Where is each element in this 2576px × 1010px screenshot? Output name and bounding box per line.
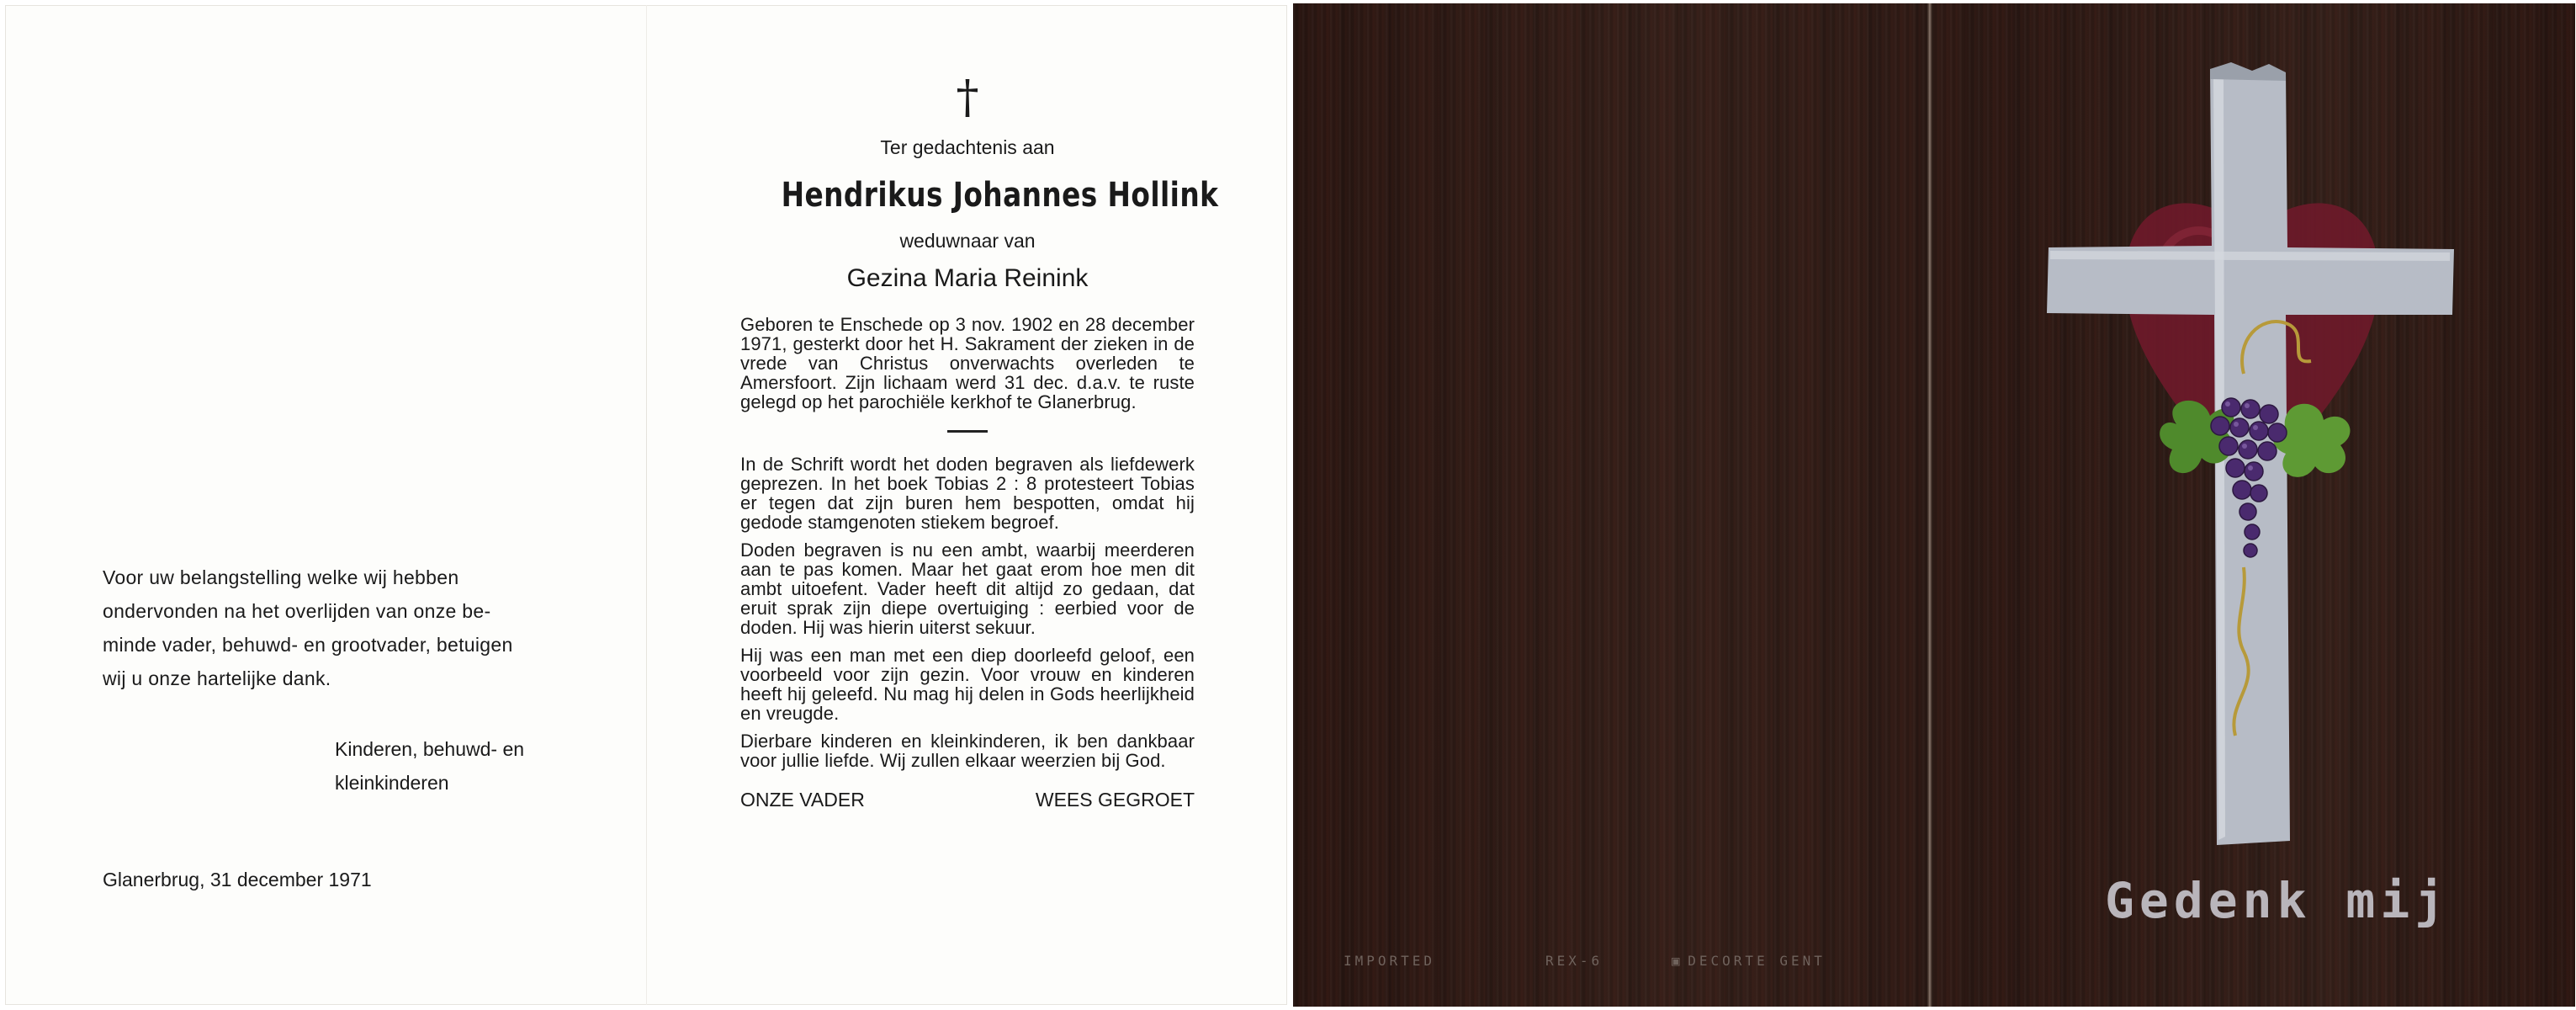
center-fold xyxy=(646,5,647,1005)
cross-icon: † xyxy=(956,71,979,124)
signoff-line: kleinkinderen xyxy=(335,772,449,794)
reflection xyxy=(740,454,1195,770)
imprint-imported: IMPORTED xyxy=(1344,953,1436,969)
thanks-line: ondervonden na het overlijden van onze be- xyxy=(103,600,491,622)
thanks-message xyxy=(103,561,553,695)
card-spine xyxy=(1927,3,1933,1007)
signoff-line: Kinderen, behuwd- en xyxy=(335,738,525,760)
prayer-right: WEES GEGROET xyxy=(1035,789,1195,811)
imprint-publisher xyxy=(1672,953,1826,969)
thanks-line: minde vader, behuwd- en grootvader, betuigen xyxy=(103,634,513,656)
biography: Geboren te Enschede op 3 nov. 1902 en 28 december 1971, gesterkt door het H. Sakrament der zieken in de vrede van Christus onverwachts overleden te Amersfoort. Zijn lichaam werd 31 dec. d.a.v. te ruste gelegd op het parochiële kerkhof te Glanerbrug. xyxy=(740,314,1195,412)
thanks-line: wij u onze hartelijke dank. xyxy=(103,667,331,689)
thanks-line: Voor uw belangstelling welke wij hebben xyxy=(103,566,459,588)
spouse-name: Gezina Maria Reinink xyxy=(846,264,1089,292)
paragraph: Hij was een man met een diep doorleefd geloof, een voorbeeld voor zijn gezin. Voor vrouw en kinderen heeft hij geleefd. Nu mag hij delen in Gods heerlijkheid en vreugde. xyxy=(740,645,1195,724)
cross-illustration xyxy=(2033,62,2471,853)
memorial-text xyxy=(740,71,1219,811)
inside-spread xyxy=(5,5,1287,1005)
motto: Gedenk mij xyxy=(2105,872,2450,929)
imprint-code: REX-6 xyxy=(1545,953,1603,969)
family-signoff xyxy=(335,732,562,800)
outside-spread xyxy=(1293,3,2575,1007)
publisher-logo-icon: ▣ xyxy=(1672,953,1688,969)
widow-line: weduwnaar van xyxy=(899,230,1036,252)
paragraph: Dierbare kinderen en kleinkinderen, ik ben dankbaar voor jullie liefde. Wij zullen elkaar weerzien bij God. xyxy=(740,731,1195,771)
paragraph: In de Schrift wordt het doden begraven als liefdewerk geprezen. In het boek Tobias 2 : 8 protesteert Tobias er tegen dat zijn buren hem bespotten, omdat hij gedode stamgenoten stiekem begroef. xyxy=(740,454,1195,533)
intro-line: Ter gedachtenis aan xyxy=(880,136,1055,158)
divider xyxy=(947,430,988,433)
publisher-name: DECORTE GENT xyxy=(1688,953,1826,969)
paragraph: Doden begraven is nu een ambt, waarbij meerderen aan te pas komen. Maar het gaat erom hoe men dit ambt uitoefent. Vader heeft dit altijd zo gedaan, dat eruit sprak zijn diepe overtuiging : eerbied voor de doden. Hij was hierin uiterst sekuur. xyxy=(740,540,1195,638)
deceased-name: Hendrikus Johannes Hollink xyxy=(781,176,1219,215)
prayers xyxy=(740,789,1195,811)
place-date: Glanerbrug, 31 december 1971 xyxy=(103,869,372,890)
prayer-left: ONZE VADER xyxy=(740,789,865,811)
